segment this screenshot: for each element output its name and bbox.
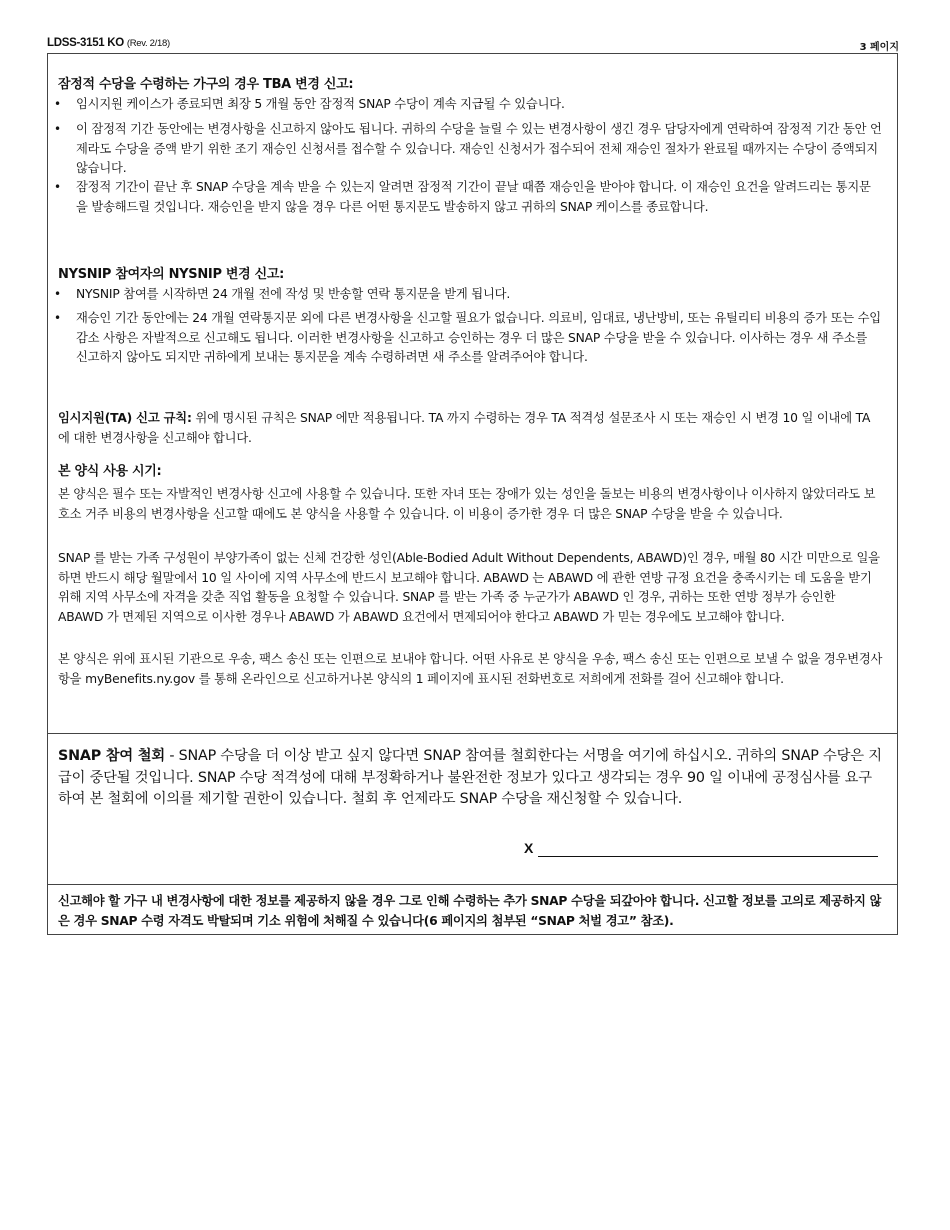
nysnip-bullet-2 — [54, 309, 882, 368]
withdrawal-paragraph — [58, 746, 884, 811]
bullet-icon: • — [54, 287, 61, 301]
bullet-text: 잠정적 기간이 끝난 후 SNAP 수당을 계속 받을 수 있는지 알려면 잠정적 기간이 끝날 때쯤 재승인을 받아야 합니다. 이 재승인 요건을 알려드리는 통지문을 발송해드릴 것입니다. 재승인을 받지 않을 경우 다른 어떤 통지문도 발송하지 않고 귀하의 SNAP 케이스를 종료합니다. — [76, 180, 871, 214]
bullet-icon: • — [54, 122, 61, 136]
bullet-icon: • — [54, 311, 61, 325]
nysnip-heading: NYSNIP 참여자의 NYSNIP 변경 신고: — [58, 267, 285, 282]
tba-bullet-1 — [54, 95, 882, 115]
ta-rules-label: 임시지원(TA) 신고 규칙: — [58, 411, 192, 425]
tba-bullet-2 — [54, 120, 882, 179]
withdrawal-label: SNAP 참여 철회 — [58, 748, 166, 764]
form-id — [47, 37, 170, 49]
page-number: 3 페이지 — [859, 42, 899, 53]
tba-heading: 잠정적 수당을 수령하는 가구의 경우 TBA 변경 신고: — [58, 77, 354, 92]
tba-bullet-3 — [54, 178, 882, 217]
usage-heading: 본 양식 사용 시기: — [58, 464, 162, 479]
withdrawal-section — [48, 734, 897, 884]
bullet-text: 재승인 기간 동안에는 24 개월 연락통지문 외에 다른 변경사항을 신고할 필요가 없습니다. 의료비, 임대료, 냉난방비, 또는 유틸리티 비용의 증가 또는 수입 감소 사항은 자발적으로 신고해도 됩니다. 이러한 변경사항을 신고하고 승인하는 경우 더 많은 SNAP 수당을 받을 수 있습니다. 이사하는 경우 새 주소를 신고하지 않아도 되지만 귀하에게 보내는 통지문을 계속 수령하려면 새 주소를 알려주어야 합니다. — [76, 311, 881, 364]
form-number: LDSS-3151 KO — [47, 37, 124, 49]
form-content-box — [47, 53, 898, 935]
page-header — [47, 37, 899, 53]
penalty-warning-section — [48, 885, 897, 935]
withdrawal-text: - SNAP 수당을 더 이상 받고 싶지 않다면 SNAP 참여를 철회한다는 서명을 여기에 하십시오. 귀하의 SNAP 수당은 지급이 중단될 것입니다. SNAP 수당 적격성에 대해 부정확하거나 불완전한 정보가 있다고 생각되는 경우 90 일 이내에 공정심사를 요구하여 본 철회에 이의를 제기할 권한이 있습니다. 철회 후 언제라도 SNAP 수당을 재신청할 수 있습니다. — [58, 748, 882, 807]
ta-rules-text: 위에 명시된 규칙은 SNAP 에만 적용됩니다. TA 까지 수령하는 경우 TA 적격성 설문조사 시 또는 재승인 시 변경 10 일 이내에 TA 에 대한 변경사항을 신고해야 합니다. — [58, 411, 871, 445]
penalty-warning-text: 신고해야 할 가구 내 변경사항에 대한 정보를 제공하지 않을 경우 그로 인해 수령하는 추가 SNAP 수당을 되갚아야 합니다. 신고할 정보를 고의로 제공하지 않은 경우 SNAP 수령 자격도 박탈되며 기소 위험에 처해질 수 있습니다(6 페이지의 첨부된 “SNAP 처벌 경고” 참조). — [58, 894, 882, 928]
bullet-icon: • — [54, 97, 61, 111]
form-revision: (Rev. 2/18) — [126, 38, 170, 49]
bullet-icon: • — [54, 180, 61, 194]
signature-field[interactable] — [538, 856, 878, 857]
bullet-text: 임시지원 케이스가 종료되면 최장 5 개월 동안 잠정적 SNAP 수당이 계속 지급될 수 있습니다. — [76, 97, 565, 111]
bullet-text: 이 잠정적 기간 동안에는 변경사항을 신고하지 않아도 됩니다. 귀하의 수당을 늘릴 수 있는 변경사항이 생긴 경우 담당자에게 연락하여 잠정적 기간 동안 언제라도 수당을 증액 받기 위한 조기 재승인 신청서를 접수할 수 있습니다. 재승인 신청서가 접수되어 전체 재승인 절차가 완료될 때까지는 수당이 증액되지 않습니다. — [76, 122, 882, 175]
usage-paragraph-abawd: SNAP 를 받는 가족 구성원이 부양가족이 없는 신체 건강한 성인(Able-Bodied Adult Without Dependents, ABAWD)인 경우, 매월 80 시간 미만으로 일을 하면 반드시 해당 월말에서 10 일 사이에 지역 사무소에 반드시 보고해야 합니다. ABAWD 는 ABAWD 에 관한 연방 규정 요건을 충족시키는 데 도움을 받기 위해 지역 사무소에 자격을 갖춘 직업 활동을 요청할 수 있습니다. SNAP 를 받는 가족 중 누군가가 ABAWD 인 경우, 귀하는 또한 연방 정부가 승인한 ABAWD 가 면제된 지역으로 이사한 경우나 ABAWD 가 ABAWD 요건에서 면제되어야 한다고 ABAWD 가 믿는 경우에도 보고해야 합니다. — [58, 551, 880, 624]
usage-paragraph-1: 본 양식은 필수 또는 자발적인 변경사항 신고에 사용할 수 있습니다. 또한 자녀 또는 장애가 있는 성인을 돌보는 비용의 변경사항이나 이사하지 않았더라도 보호소 거주 비용의 변경사항을 신고할 때에도 본 양식을 사용할 수 있습니다. 이 비용이 증가한 경우 더 많은 SNAP 수당을 받을 수 있습니다. — [58, 487, 876, 521]
ta-rules-paragraph — [58, 409, 884, 448]
usage-paragraph-submission: 본 양식은 위에 표시된 기관으로 우송, 팩스 송신 또는 인편으로 보내야 합니다. 어떤 사유로 본 양식을 우송, 팩스 송신 또는 인편으로 보낼 수 없을 경우변경사항을 myBenefits.ny.gov 를 통해 온라인으로 신고하거나본 양식의 1 페이지에 표시된 전화번호로 저희에게 전화를 걸어 신고해야 합니다. — [58, 652, 883, 686]
bullet-text: NYSNIP 참여를 시작하면 24 개월 전에 작성 및 반송할 연락 통지문을 받게 됩니다. — [76, 287, 511, 301]
reporting-rules-section — [48, 54, 897, 734]
nysnip-bullet-1 — [54, 285, 882, 305]
signature-mark: X — [524, 840, 534, 856]
